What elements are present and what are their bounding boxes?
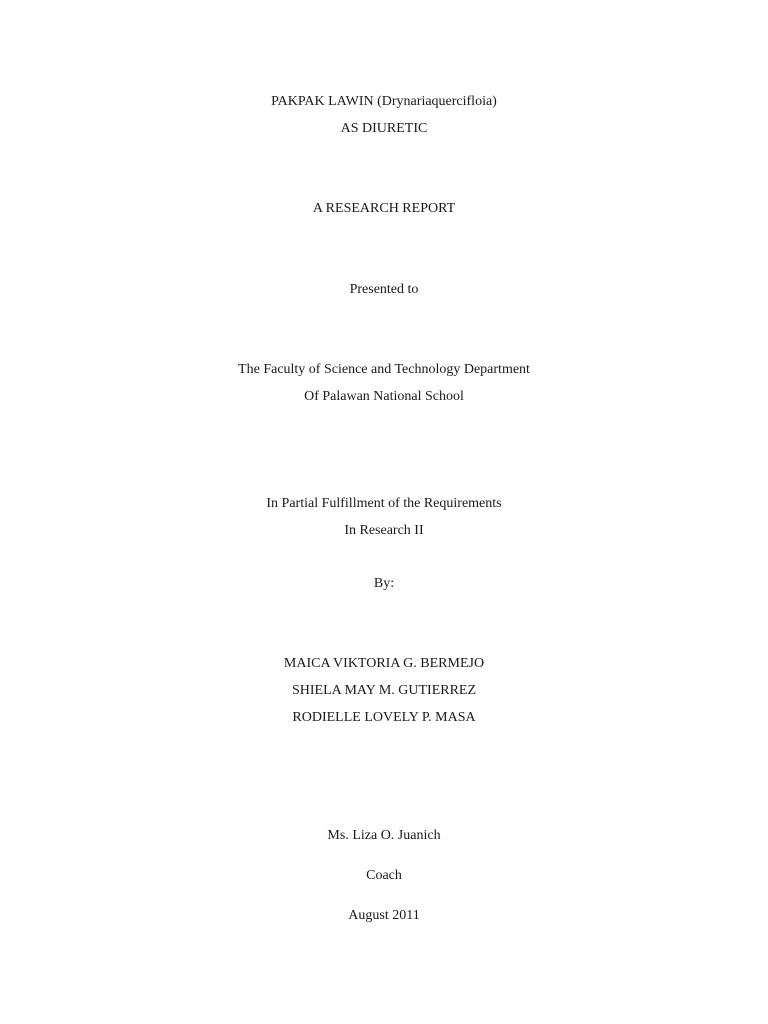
title-line-2: AS DIURETIC [340,121,428,136]
fulfillment-line-1: In Partial Fulfillment of the Requirements [266,496,502,511]
author-name: RODIELLE LOVELY P. MASA [292,710,476,725]
fulfillment-line-2: In Research II [344,523,424,538]
report-date: August 2011 [348,908,420,923]
presented-to-label: Presented to [349,282,419,297]
report-type: A RESEARCH REPORT [312,201,456,216]
recipient-line-1: The Faculty of Science and Technology Department [238,362,530,377]
by-label: By: [373,576,395,591]
recipient-line-2: Of Palawan National School [304,389,464,404]
coach-name: Ms. Liza O. Juanich [327,828,441,843]
author-name: MAICA VIKTORIA G. BERMEJO [283,656,485,671]
coach-role: Coach [366,868,402,883]
author-name: SHIELA MAY M. GUTIERREZ [291,683,477,698]
title-line-1: PAKPAK LAWIN (Drynariaquercifloia) [271,94,497,109]
